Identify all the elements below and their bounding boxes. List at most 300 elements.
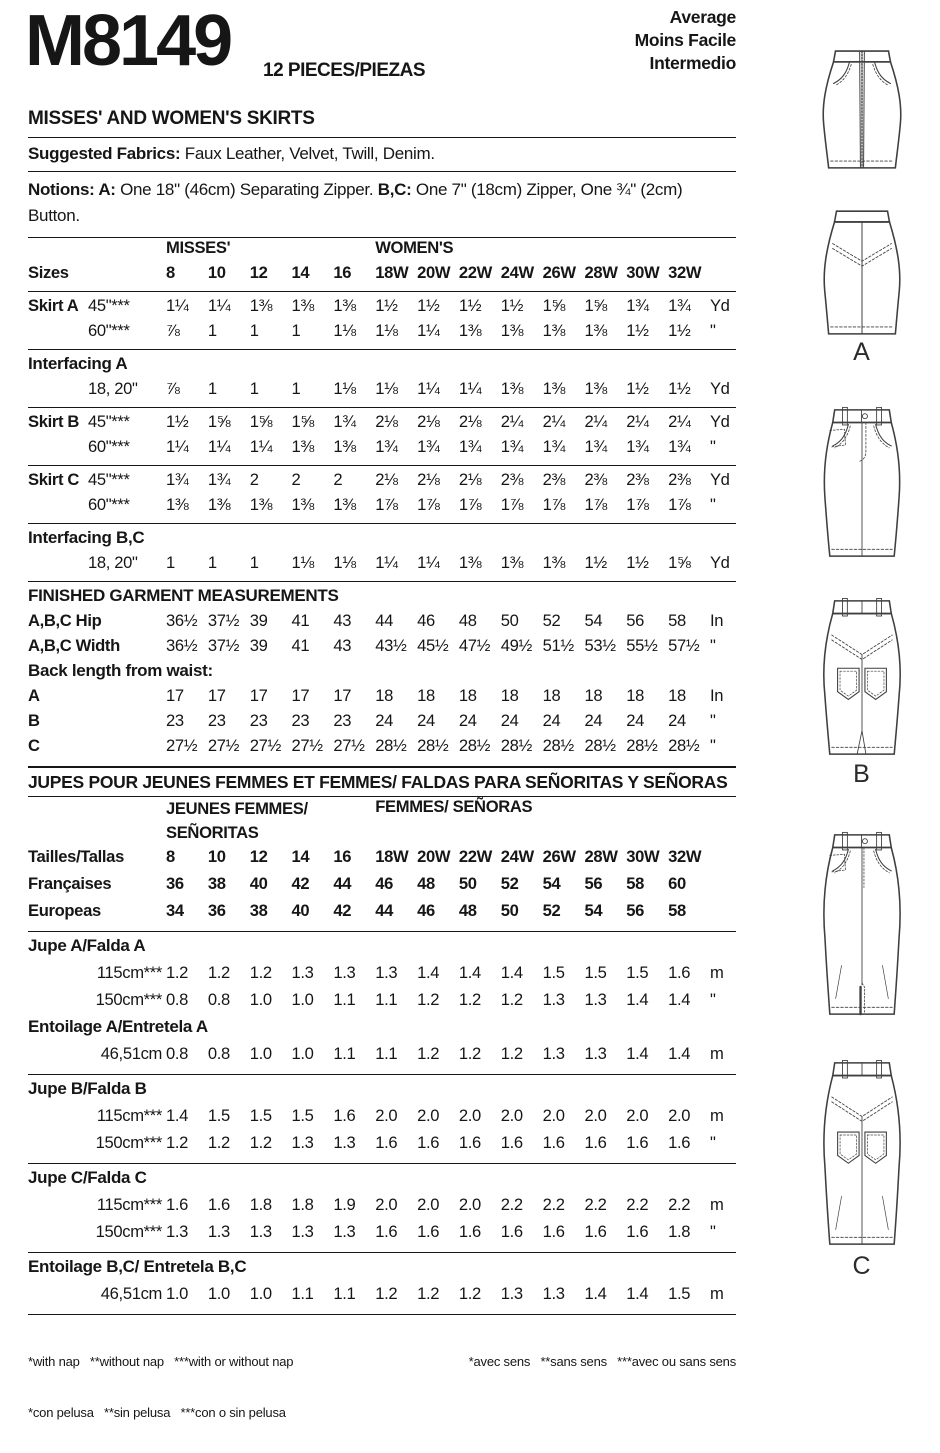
cell-value: 48 (417, 874, 435, 893)
cell-value: 2⅜ (626, 470, 649, 489)
cell-value: 54 (542, 874, 561, 893)
cell-value: 1½ (626, 321, 649, 340)
cell-value: 1⅜ (207, 495, 231, 514)
cell-value: 22W (458, 263, 492, 282)
cell-value: 14 (291, 847, 310, 866)
cell-value: 2.2 (626, 1195, 649, 1214)
skirt-a-front-illustration (809, 44, 915, 174)
unit-cell: In (709, 686, 724, 705)
cell-value: 2⅛ (375, 470, 398, 489)
unit-cell: m (709, 1044, 724, 1063)
difficulty-spanish: Intermedio (649, 53, 736, 73)
table-row (28, 412, 736, 437)
cell-value: 2.2 (500, 1195, 523, 1214)
unit-cell: Yd (709, 296, 730, 315)
cell-value: 1.4 (626, 1044, 649, 1063)
unit-cell: Yd (709, 412, 730, 431)
cell-value: 46 (417, 901, 435, 920)
cell-value: 1.6 (500, 1222, 523, 1241)
row-sublabel: 45"*** (88, 296, 130, 315)
cell-value: 36 (166, 874, 184, 893)
yardage-table-english (28, 238, 736, 761)
cell-value: 1¾ (584, 437, 607, 456)
group-header: WOMEN'S (375, 238, 454, 257)
skirt-b-back-illustration (809, 596, 915, 760)
cell-value: 17 (249, 686, 268, 705)
cell-value: 43 (333, 611, 352, 630)
cell-value: 1.2 (417, 1284, 440, 1303)
cell-value: 1⅝ (542, 296, 565, 315)
cell-value: 2 (249, 470, 259, 489)
cell-value: 2⅛ (417, 412, 440, 431)
footnote-line-1 (28, 1351, 736, 1372)
cell-value: 16 (333, 263, 352, 282)
cell-value: 1⅞ (542, 495, 565, 514)
cell-value: 1.2 (458, 990, 481, 1009)
cell-value: 2.0 (500, 1106, 523, 1125)
cell-value: 1.6 (500, 1133, 523, 1152)
skirt-illustrations (788, 0, 936, 1403)
cell-value: 1¼ (458, 379, 482, 398)
cell-value: 1.6 (668, 1133, 691, 1152)
cell-value: 1.0 (166, 1284, 189, 1303)
table-rule (28, 407, 736, 408)
cell-value: 1½ (500, 296, 524, 315)
table-row (28, 797, 736, 847)
cell-value: 28½ (584, 736, 616, 755)
cell-value: 1.6 (584, 1222, 607, 1241)
row-sublabel: 18, 20" (88, 553, 138, 572)
section-label: Jupe A/Falda A (28, 936, 146, 955)
cell-value: 27½ (207, 736, 240, 755)
cell-value: 1.5 (291, 1106, 314, 1125)
cell-value: 20W (417, 847, 451, 866)
cell-value: 1.4 (668, 1044, 691, 1063)
fabrics-label: Suggested Fabrics: (28, 144, 181, 163)
cell-value: 1¾ (626, 437, 649, 456)
cell-value: 44 (333, 874, 352, 893)
cell-value: 1.4 (668, 990, 691, 1009)
french-section-title: JUPES POUR JEUNES FEMMES ET FEMMES/ FALDAS PARA SEÑORITAS Y SEÑORAS (28, 772, 728, 792)
cell-value: 1.0 (291, 990, 314, 1009)
cell-value: 1⅛ (333, 321, 356, 340)
row-label: B (28, 711, 40, 730)
cell-value: 1⅞ (375, 495, 398, 514)
table-row (28, 1106, 736, 1133)
cell-value: 39 (249, 611, 268, 630)
cell-value: 1¼ (417, 553, 440, 572)
section-label: FINISHED GARMENT MEASUREMENTS (28, 586, 339, 605)
cell-value: 8 (166, 263, 175, 282)
cell-value: 58 (626, 874, 645, 893)
unit-cell: Yd (709, 379, 730, 398)
cell-value: 1.3 (333, 963, 356, 982)
unit-cell: " (709, 736, 716, 755)
unit-cell: " (709, 1222, 716, 1241)
table-row (28, 263, 736, 288)
table-row (28, 901, 736, 928)
cell-value: 1¼ (417, 321, 440, 340)
cell-value: 58 (668, 901, 686, 920)
cell-value: 14 (291, 263, 310, 282)
cell-value: 2.0 (417, 1106, 440, 1125)
cell-value: 2⅜ (542, 470, 565, 489)
cell-value: 1⅝ (668, 553, 691, 572)
cell-value: 1¾ (207, 470, 231, 489)
cell-value: 1½ (668, 379, 691, 398)
table-rule (28, 1074, 736, 1075)
cell-value: 2.0 (417, 1195, 440, 1214)
cell-value: 1.3 (375, 963, 398, 982)
cell-value: 1.3 (542, 990, 565, 1009)
cell-value: 1.2 (500, 1044, 523, 1063)
cell-value: 56 (626, 901, 645, 920)
row-sublabel: 46,51cm (100, 1044, 162, 1063)
cell-value: 41 (291, 611, 310, 630)
cell-value: 1¼ (375, 553, 398, 572)
cell-value: 1½ (458, 296, 482, 315)
cell-value: 26W (542, 847, 576, 866)
row-sublabel: 60"*** (88, 437, 130, 456)
row-sublabel: 60"*** (88, 495, 130, 514)
cell-value: 2⅜ (500, 470, 524, 489)
table-row (28, 963, 736, 990)
cell-value: 1¼ (417, 379, 440, 398)
cell-value: 2⅛ (458, 470, 482, 489)
cell-value: 52 (542, 611, 561, 630)
table-row (28, 990, 736, 1017)
group-header: MISSES' (166, 238, 231, 257)
cell-value: 60 (668, 874, 686, 893)
cell-value: 1.2 (417, 990, 440, 1009)
cell-value: 1.3 (333, 1133, 356, 1152)
cell-value: 34 (166, 901, 184, 920)
cell-value: 46 (417, 611, 435, 630)
cell-value: 1.5 (249, 1106, 272, 1125)
cell-value: 1¾ (668, 437, 691, 456)
cell-value: 1.1 (375, 1044, 398, 1063)
cell-value: 1.5 (207, 1106, 230, 1125)
cell-value: 1⅜ (542, 379, 565, 398)
cell-value: 24W (500, 263, 534, 282)
table-rule (28, 931, 736, 932)
row-label: Skirt A (28, 296, 79, 315)
cell-value: 38 (207, 874, 226, 893)
cell-value: 28½ (417, 736, 449, 755)
unit-cell: Yd (709, 470, 730, 489)
row-sublabel: 150cm*** (95, 990, 162, 1009)
cell-value: 27½ (291, 736, 323, 755)
skirt-c-back-illustration (809, 1058, 915, 1250)
notions-label-a: Notions: A: (28, 180, 116, 199)
table-rule (28, 581, 736, 582)
cell-value: 1.0 (291, 1044, 314, 1063)
cell-value: 1½ (668, 321, 691, 340)
cell-value: 1.3 (584, 1044, 607, 1063)
cell-value: 1⅜ (584, 379, 607, 398)
cell-value: 1.0 (207, 1284, 230, 1303)
cell-value: 1.6 (333, 1106, 356, 1125)
notions-text-bc: One 7" (18cm) Zipper, One ¾" (2cm) Button. (28, 180, 683, 225)
cell-value: 32W (668, 263, 702, 282)
cell-value: 2.0 (375, 1106, 398, 1125)
cell-value: 1.2 (458, 1044, 481, 1063)
cell-value: 2¼ (626, 412, 649, 431)
cell-value: 52 (500, 874, 519, 893)
table-rule (28, 1314, 736, 1315)
main-content (25, 0, 736, 1453)
cell-value: 24 (417, 711, 435, 730)
pieces-count: 12 PIECES/PIEZAS (263, 60, 426, 81)
cell-value: 44 (375, 901, 393, 920)
cell-value: 1½ (166, 412, 189, 431)
section-label: Jupe C/Falda C (28, 1168, 147, 1187)
cell-value: 1 (249, 379, 259, 398)
group-header (166, 797, 375, 845)
group-header: FEMMES/ SEÑORAS (375, 797, 533, 816)
cell-value: 0.8 (207, 990, 230, 1009)
cell-value: 1½ (375, 296, 398, 315)
cell-value: 12 (249, 847, 268, 866)
cell-value: 39 (249, 636, 268, 655)
cell-value: 28½ (458, 736, 491, 755)
footnote-spanish: *con pelusa **sin pelusa ***con o sin pelusa (28, 1405, 286, 1420)
notions-label-bc: B,C: (377, 180, 412, 199)
cell-value: 1¾ (668, 296, 691, 315)
skirt-a-label: A (853, 338, 871, 366)
cell-value: 28W (584, 263, 618, 282)
cell-value: 18 (626, 686, 645, 705)
cell-value: 18 (500, 686, 519, 705)
table-row (28, 686, 736, 711)
cell-value: 2⅜ (584, 470, 607, 489)
cell-value: 27½ (333, 736, 365, 755)
cell-value: 1.2 (166, 963, 189, 982)
cell-value: 1.3 (584, 990, 607, 1009)
cell-value: 49½ (500, 636, 532, 655)
cell-value: 1 (291, 379, 301, 398)
cell-value: 1⅜ (333, 296, 356, 315)
cell-value: 32W (668, 847, 702, 866)
cell-value: 1¾ (458, 437, 482, 456)
cell-value: 24 (668, 711, 686, 730)
cell-value: 2⅜ (668, 470, 691, 489)
cell-value: 24 (542, 711, 561, 730)
cell-value: 24 (584, 711, 603, 730)
cell-value: 1.2 (207, 963, 230, 982)
unit-cell: " (709, 711, 716, 730)
difficulty-levels (635, 6, 736, 75)
cell-value: 1⅝ (584, 296, 607, 315)
cell-value: 1.4 (626, 1284, 649, 1303)
cell-value: 18 (458, 686, 477, 705)
cell-value: 2 (291, 470, 301, 489)
cell-value: 23 (333, 711, 352, 730)
document-title: MISSES' AND WOMEN'S SKIRTS (28, 108, 315, 129)
fabrics-value: Faux Leather, Velvet, Twill, Denim. (184, 144, 435, 163)
cell-value: 1 (291, 321, 301, 340)
cell-value: 1¾ (542, 437, 565, 456)
cell-value: 1⅜ (542, 553, 565, 572)
cell-value: 36 (207, 901, 226, 920)
cell-value: 1⅝ (291, 412, 314, 431)
table-row (28, 1222, 736, 1249)
notions-text-a: One 18" (46cm) Separating Zipper. (120, 180, 374, 199)
unit-cell: m (709, 963, 724, 982)
row-sublabel: 60"*** (88, 321, 130, 340)
table-row (28, 321, 736, 346)
skirt-b-label: B (853, 760, 871, 788)
table-row (28, 296, 736, 321)
unit-cell: " (709, 321, 716, 340)
cell-value: 1.2 (500, 990, 523, 1009)
cell-value: 30W (626, 263, 660, 282)
cell-value: 17 (291, 686, 310, 705)
cell-value: 1.8 (249, 1195, 272, 1214)
table-row (28, 470, 736, 495)
cell-value: 1¼ (166, 437, 189, 456)
row-sublabel: 46,51cm (100, 1284, 162, 1303)
skirt-c-front-illustration (809, 829, 915, 1020)
cell-value: 1.0 (249, 990, 272, 1009)
cell-value: 45½ (417, 636, 449, 655)
cell-value: 37½ (207, 611, 240, 630)
cell-value: 1⅜ (166, 495, 189, 514)
cell-value: 1.2 (458, 1284, 481, 1303)
cell-value: 30W (626, 847, 660, 866)
cell-value: 1¾ (500, 437, 524, 456)
unit-cell: " (709, 495, 716, 514)
table-row (28, 1195, 736, 1222)
row-sublabel: 150cm*** (95, 1222, 162, 1241)
cell-value: 1⅛ (333, 379, 356, 398)
row-label: C (28, 736, 40, 755)
cell-value: 1⅜ (458, 321, 482, 340)
cell-value: 1 (249, 553, 259, 572)
cell-value: 18 (417, 686, 435, 705)
cell-value: 53½ (584, 636, 616, 655)
cell-value: 2 (333, 470, 343, 489)
cell-value: 2⅛ (417, 470, 440, 489)
cell-value: 36½ (166, 611, 198, 630)
cell-value: 2⅛ (458, 412, 482, 431)
cell-value: 1⅛ (375, 321, 398, 340)
cell-value: 23 (291, 711, 310, 730)
cell-value: 55½ (626, 636, 658, 655)
cell-value: 1¾ (333, 412, 356, 431)
table-row (28, 847, 736, 874)
unit-cell: " (709, 437, 716, 456)
cell-value: 1.6 (375, 1222, 398, 1241)
cell-value: 40 (291, 901, 310, 920)
cell-value: 2¼ (500, 412, 524, 431)
cell-value: 10 (207, 263, 226, 282)
cell-value: 1.1 (291, 1284, 314, 1303)
cell-value: 1 (207, 379, 217, 398)
cell-value: 1⅜ (500, 321, 524, 340)
cell-value: 2.2 (584, 1195, 607, 1214)
row-sublabel: 45"*** (88, 412, 130, 431)
table-row (28, 1044, 736, 1071)
cell-value: 1⅞ (458, 495, 482, 514)
cell-value: 1.2 (166, 1133, 189, 1152)
cell-value: 23 (207, 711, 226, 730)
cell-value: 20W (417, 263, 451, 282)
cell-value: 57½ (668, 636, 700, 655)
cell-value: 1.5 (542, 963, 565, 982)
row-sublabel: 115cm*** (96, 1195, 162, 1214)
table-rule (28, 1252, 736, 1253)
cell-value: 50 (458, 874, 477, 893)
cell-value: 1.2 (249, 963, 272, 982)
cell-value: 50 (500, 901, 519, 920)
cell-value: 50 (500, 611, 519, 630)
cell-value: 1.4 (417, 963, 440, 982)
row-label: Skirt B (28, 412, 80, 431)
cell-value: 28½ (375, 736, 407, 755)
cell-value: 41 (291, 636, 310, 655)
cell-value: 43½ (375, 636, 407, 655)
cell-value: 18 (668, 686, 686, 705)
cell-value: 2.2 (542, 1195, 565, 1214)
cell-value: 2¼ (584, 412, 607, 431)
cell-value: 1⅜ (291, 296, 314, 315)
cell-value: 12 (249, 263, 268, 282)
cell-value: 0.8 (166, 990, 189, 1009)
cell-value: 1⅜ (584, 321, 607, 340)
cell-value: 28½ (626, 736, 658, 755)
cell-value: 17 (333, 686, 352, 705)
cell-value: 1⅝ (249, 412, 273, 431)
unit-cell: Yd (709, 553, 730, 572)
skirt-a-back-illustration (809, 206, 915, 340)
cell-value: 1.5 (584, 963, 607, 982)
cell-value: 1.6 (584, 1133, 607, 1152)
cell-value: 1.5 (626, 963, 649, 982)
cell-value: 1.3 (249, 1222, 272, 1241)
cell-value: 1.3 (542, 1044, 565, 1063)
cell-value: 1.6 (417, 1133, 440, 1152)
cell-value: 28½ (668, 736, 700, 755)
cell-value: 26W (542, 263, 576, 282)
cell-value: 1.0 (249, 1044, 272, 1063)
unit-cell: m (709, 1284, 724, 1303)
cell-value: 1½ (626, 379, 649, 398)
cell-value: 1.4 (166, 1106, 189, 1125)
cell-value: 1¼ (207, 437, 231, 456)
cell-value: 2.0 (375, 1195, 398, 1214)
table-row (28, 736, 736, 761)
table-row (28, 1133, 736, 1160)
cell-value: 1⅜ (249, 296, 273, 315)
table-row (28, 437, 736, 462)
cell-value: 1.4 (584, 1284, 607, 1303)
cell-value: 1¼ (166, 296, 189, 315)
cell-value: 2¼ (542, 412, 565, 431)
cell-value: 48 (458, 611, 477, 630)
cell-value: 1⅜ (500, 553, 524, 572)
cell-value: 0.8 (166, 1044, 189, 1063)
cell-value: 1 (249, 321, 259, 340)
row-sublabel: 115cm*** (96, 963, 162, 982)
row-sublabel: 45"*** (88, 470, 130, 489)
unit-cell: In (709, 611, 724, 630)
cell-value: 24 (375, 711, 393, 730)
cell-value: 2.0 (626, 1106, 649, 1125)
cell-value: 1.6 (417, 1222, 440, 1241)
cell-value: 1.2 (417, 1044, 440, 1063)
cell-value: 1⅞ (584, 495, 607, 514)
